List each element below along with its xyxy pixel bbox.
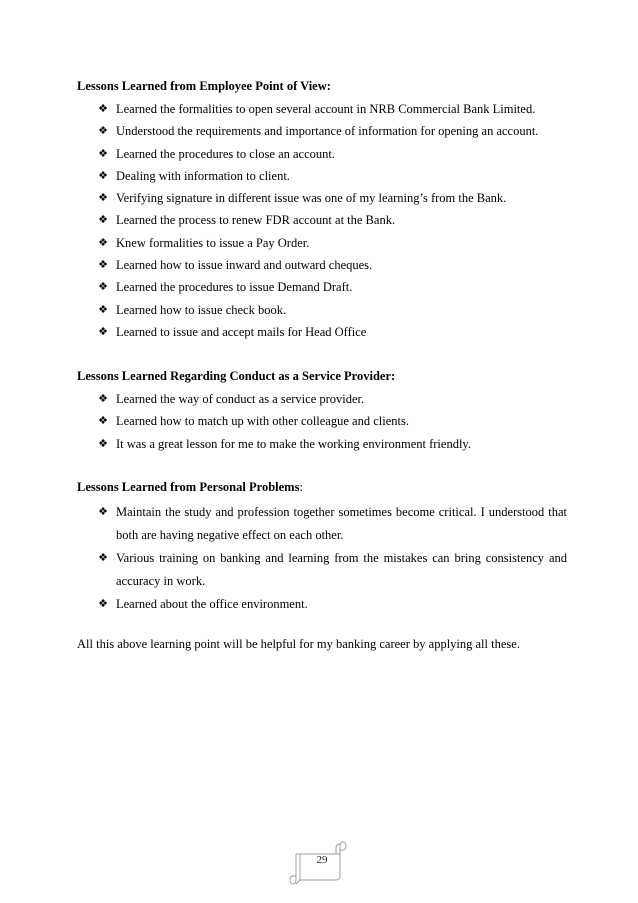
section-employee-point-of-view	[77, 78, 567, 343]
list-item: ❖ Learned about the office environment.	[77, 593, 567, 615]
bullet-list	[77, 98, 567, 343]
diamond-bullet-icon: ❖	[98, 146, 108, 160]
section-heading: Lessons Learned Regarding Conduct as a Service Provider:	[77, 369, 396, 383]
list-item: ❖ Learned the formalities to open several account in NRB Commercial Bank Limited.	[77, 98, 567, 120]
list-item: ❖ Learned how to issue inward and outward cheques.	[77, 254, 567, 276]
list-item: ❖ Learned the process to renew FDR account at the Bank.	[77, 209, 567, 231]
closing-statement: All this above learning point will be helpful for my banking career by applying all these.	[77, 637, 520, 651]
diamond-bullet-icon: ❖	[98, 414, 108, 428]
list-item: ❖ It was a great lesson for me to make the working environment friendly.	[77, 433, 567, 455]
diamond-bullet-icon: ❖	[98, 392, 108, 405]
diamond-bullet-icon: ❖	[98, 213, 108, 227]
diamond-bullet-icon: ❖	[98, 124, 108, 138]
list-item: ❖ Understood the requirements and importance of information for opening an account.	[77, 120, 567, 142]
section-personal-problems	[77, 479, 567, 615]
list-item: ❖ Learned how to match up with other colleague and clients.	[77, 410, 567, 432]
diamond-bullet-icon: ❖	[98, 235, 108, 249]
diamond-bullet-icon: ❖	[98, 597, 108, 610]
list-item: ❖ Learned how to issue check book.	[77, 299, 567, 321]
diamond-bullet-icon: ❖	[98, 280, 108, 294]
list-item: ❖ Learned to issue and accept mails for Head Office	[77, 321, 567, 343]
section-conduct-service-provider	[77, 368, 567, 455]
list-item: ❖ Knew formalities to issue a Pay Order.	[77, 232, 567, 254]
list-item: ❖ Dealing with information to client.	[77, 165, 567, 187]
bullet-list	[77, 388, 567, 455]
diamond-bullet-icon: ❖	[98, 168, 108, 182]
list-item: ❖ Maintain the study and profession together sometimes become critical. I understood that both are having negative effect on each other.	[77, 501, 567, 547]
section-heading: Lessons Learned from Employee Point of View:	[77, 79, 331, 93]
diamond-bullet-icon: ❖	[98, 551, 108, 564]
list-item: ❖ Learned the procedures to close an account.	[77, 143, 567, 165]
list-item: ❖ Learned the procedures to issue Demand Draft.	[77, 276, 567, 298]
diamond-bullet-icon: ❖	[98, 324, 108, 338]
page-number-scroll	[288, 840, 350, 886]
list-item: ❖ Various training on banking and learning from the mistakes can bring consistency and accuracy in work.	[77, 547, 567, 593]
diamond-bullet-icon: ❖	[98, 302, 108, 316]
diamond-bullet-icon: ❖	[98, 102, 108, 115]
list-item: ❖ Learned the way of conduct as a service provider.	[77, 388, 567, 410]
diamond-bullet-icon: ❖	[98, 191, 108, 205]
diamond-bullet-icon: ❖	[98, 258, 108, 272]
list-item: ❖ Verifying signature in different issue was one of my learning’s from the Bank.	[77, 187, 567, 209]
bullet-list	[77, 501, 567, 615]
diamond-bullet-icon: ❖	[98, 436, 108, 450]
diamond-bullet-icon: ❖	[98, 505, 108, 518]
section-heading: Lessons Learned from Personal Problems:	[77, 480, 303, 494]
page-number: 29	[316, 854, 328, 866]
